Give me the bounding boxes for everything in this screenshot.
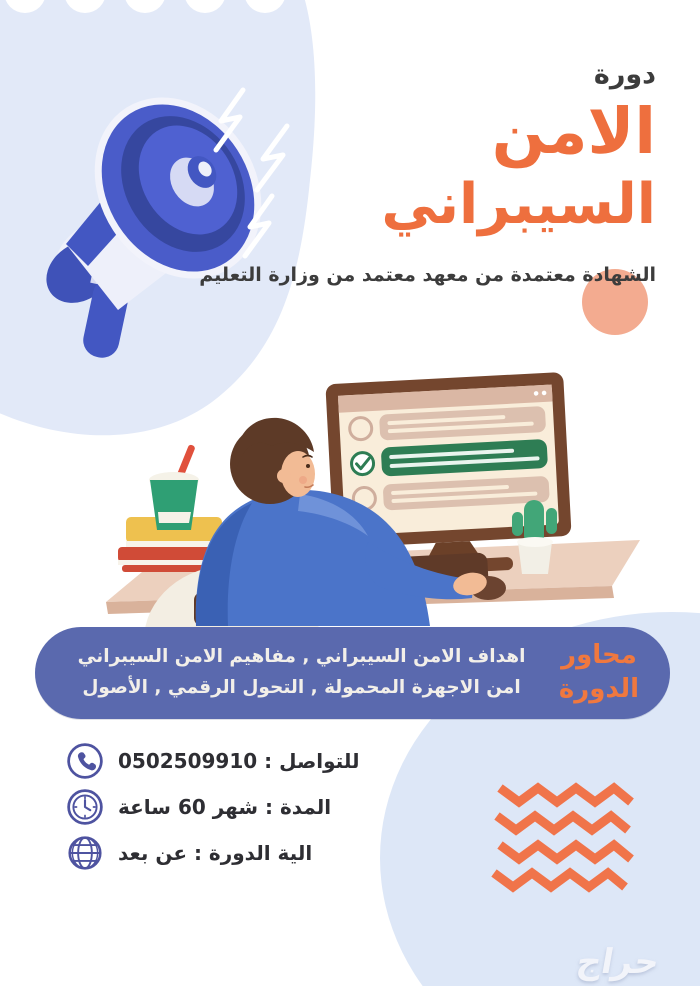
contact-phone-text: للتواصل : 0502509910 [118, 749, 360, 773]
topics-label-line1: محاور [561, 640, 637, 671]
contact-mode-text: الية الدورة : عن بعد [118, 841, 313, 865]
contact-row-duration [66, 788, 360, 826]
contact-row-phone [66, 742, 360, 780]
course-title-line2: السيبراني [381, 172, 656, 237]
poster-header [199, 58, 656, 288]
course-topics-banner [35, 627, 670, 719]
phone-icon [66, 742, 104, 780]
globe-icon [66, 834, 104, 872]
course-kicker: دورة [593, 59, 656, 90]
course-title-line1: الامن [491, 94, 656, 168]
certificate-subtitle: الشهادة معتمدة من معهد معتمد من وزارة التعليم [199, 264, 656, 287]
contact-duration-text: المدة : شهر 60 ساعة [118, 795, 332, 819]
topics-line1: اهداف الامن السيبراني , مفاهيم الامن السيبراني [77, 646, 526, 668]
topics-banner-text [35, 642, 538, 703]
watermark-logo: حراج [573, 942, 663, 982]
topics-line2: امن الاجهزة المحمولة , التحول الرقمي , الأصول [82, 677, 521, 698]
contact-info [66, 742, 360, 880]
topics-label-line2: الدورة [558, 674, 640, 704]
contact-row-mode [66, 834, 360, 872]
coffee-cup [149, 444, 199, 530]
clock-icon [66, 788, 104, 826]
topics-banner-label [538, 639, 670, 707]
